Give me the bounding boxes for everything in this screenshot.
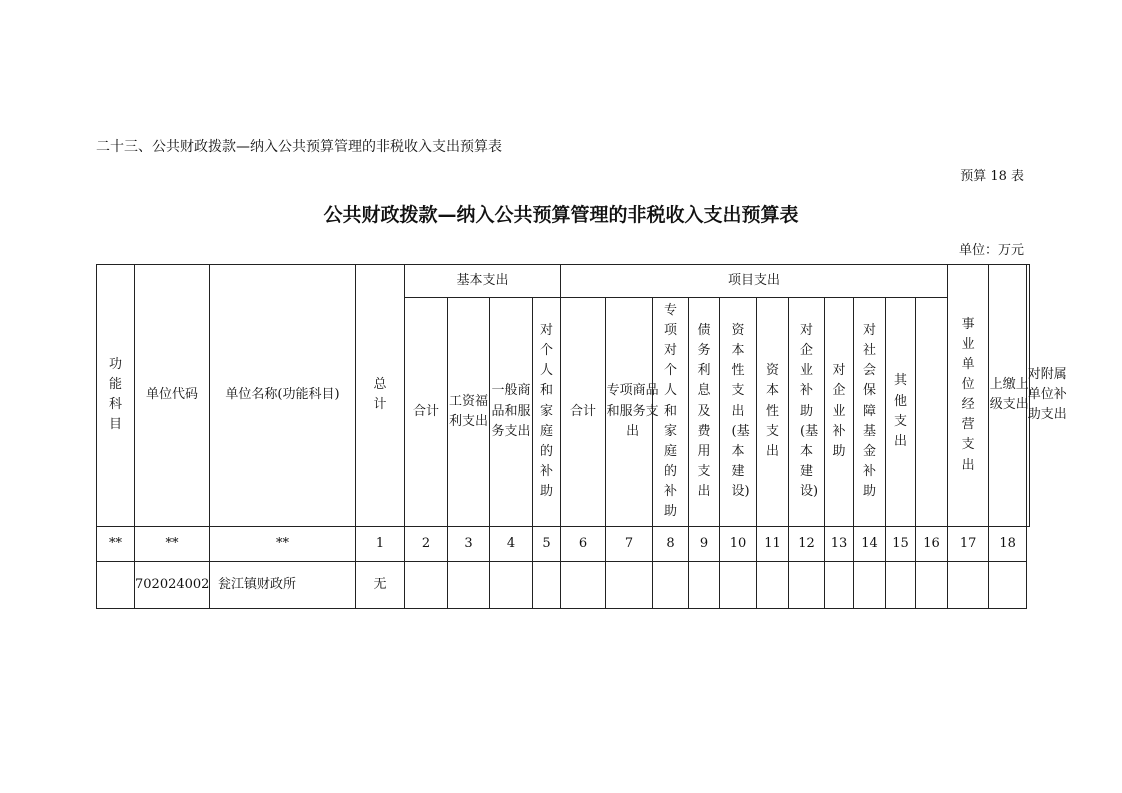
unit-label: 单位：万元: [958, 243, 1024, 258]
page-title: 公共财政拨款—纳入公共预算管理的非税收入支出预算表: [323, 204, 799, 226]
index-cell: **: [210, 527, 356, 562]
index-cell: 15: [886, 527, 916, 562]
index-cell: 7: [606, 527, 653, 562]
section-heading: 二十三、公共财政拨款—纳入公共预算管理的非税收入支出预算表: [96, 139, 502, 155]
index-cell: 16: [916, 527, 948, 562]
header-affiliated-subsidy: 对附属单位补助支出: [1027, 265, 1030, 527]
unit-name-cell: 瓮江镇财政所: [210, 562, 356, 609]
header-basic-expenditure: 基本支出: [405, 265, 561, 298]
header-other: 其他支出: [886, 298, 916, 527]
value-cell: [757, 562, 789, 609]
index-cell: 8: [653, 527, 689, 562]
value-cell: [533, 562, 561, 609]
index-cell: 10: [720, 527, 757, 562]
index-cell: 1: [356, 527, 405, 562]
header-enterprise-construction: 对企业补助(基本建设): [789, 298, 825, 527]
total-cell: 无: [356, 562, 405, 609]
table-row: [97, 562, 1030, 609]
value-cell: [886, 562, 916, 609]
header-special-personal: 专项对个人和家庭的补助: [653, 298, 689, 527]
value-cell: [653, 562, 689, 609]
value-cell: [989, 562, 1027, 609]
value-cell: [405, 562, 448, 609]
index-cell: 4: [490, 527, 533, 562]
index-cell: 9: [689, 527, 720, 562]
header-debt-interest: 债务利息及费用支出: [689, 298, 720, 527]
header-general-goods: 一般商品和服务支出: [490, 298, 533, 527]
value-cell: [854, 562, 886, 609]
unit-code-cell: 702024002: [135, 562, 210, 609]
header-social-security: 对社会保障基金补助: [854, 298, 886, 527]
index-cell: 14: [854, 527, 886, 562]
header-capital: 资本性支出: [757, 298, 789, 527]
index-cell: 6: [561, 527, 606, 562]
index-cell: 17: [948, 527, 989, 562]
index-cell: 5: [533, 527, 561, 562]
index-row: [97, 527, 1030, 562]
header-enterprise-subsidy: 对企业补助: [825, 298, 854, 527]
table-number: 预算 18 表: [960, 169, 1024, 184]
value-cell: [689, 562, 720, 609]
value-cell: [561, 562, 606, 609]
header-unit-name: 单位名称(功能科目): [210, 265, 356, 527]
header-project-expenditure: 项目支出: [561, 265, 948, 298]
header-higher-level: 上缴上级支出: [989, 265, 1027, 527]
header-wages: 工资福利支出: [448, 298, 490, 527]
header-special-goods: 专项商品和服务支出: [606, 298, 653, 527]
index-cell: 12: [789, 527, 825, 562]
index-cell: **: [97, 527, 135, 562]
header-personal-subsidy: 对个人和家庭的补助: [533, 298, 561, 527]
index-cell: **: [135, 527, 210, 562]
value-cell: [606, 562, 653, 609]
budget-table: [96, 264, 1067, 609]
index-cell: 11: [757, 527, 789, 562]
header-function-subject: 功能科目: [97, 265, 135, 527]
value-cell: [789, 562, 825, 609]
value-cell: [916, 562, 948, 609]
value-cell: [490, 562, 533, 609]
index-cell: 2: [405, 527, 448, 562]
function-subject-cell: [97, 562, 135, 609]
header-unit-code: 单位代码: [135, 265, 210, 527]
value-cell: [448, 562, 490, 609]
header-project-total: 合计: [561, 298, 606, 527]
index-cell: 18: [989, 527, 1027, 562]
header-business-operation: 事业单位经营支出: [948, 265, 989, 527]
index-cell: 3: [448, 527, 490, 562]
value-cell: [948, 562, 989, 609]
header-total: 总计: [356, 265, 405, 527]
header-capital-construction: 资本性支出(基本建设): [720, 298, 757, 527]
value-cell: [720, 562, 757, 609]
value-cell: [825, 562, 854, 609]
header-basic-total: 合计: [405, 298, 448, 527]
index-cell: 13: [825, 527, 854, 562]
